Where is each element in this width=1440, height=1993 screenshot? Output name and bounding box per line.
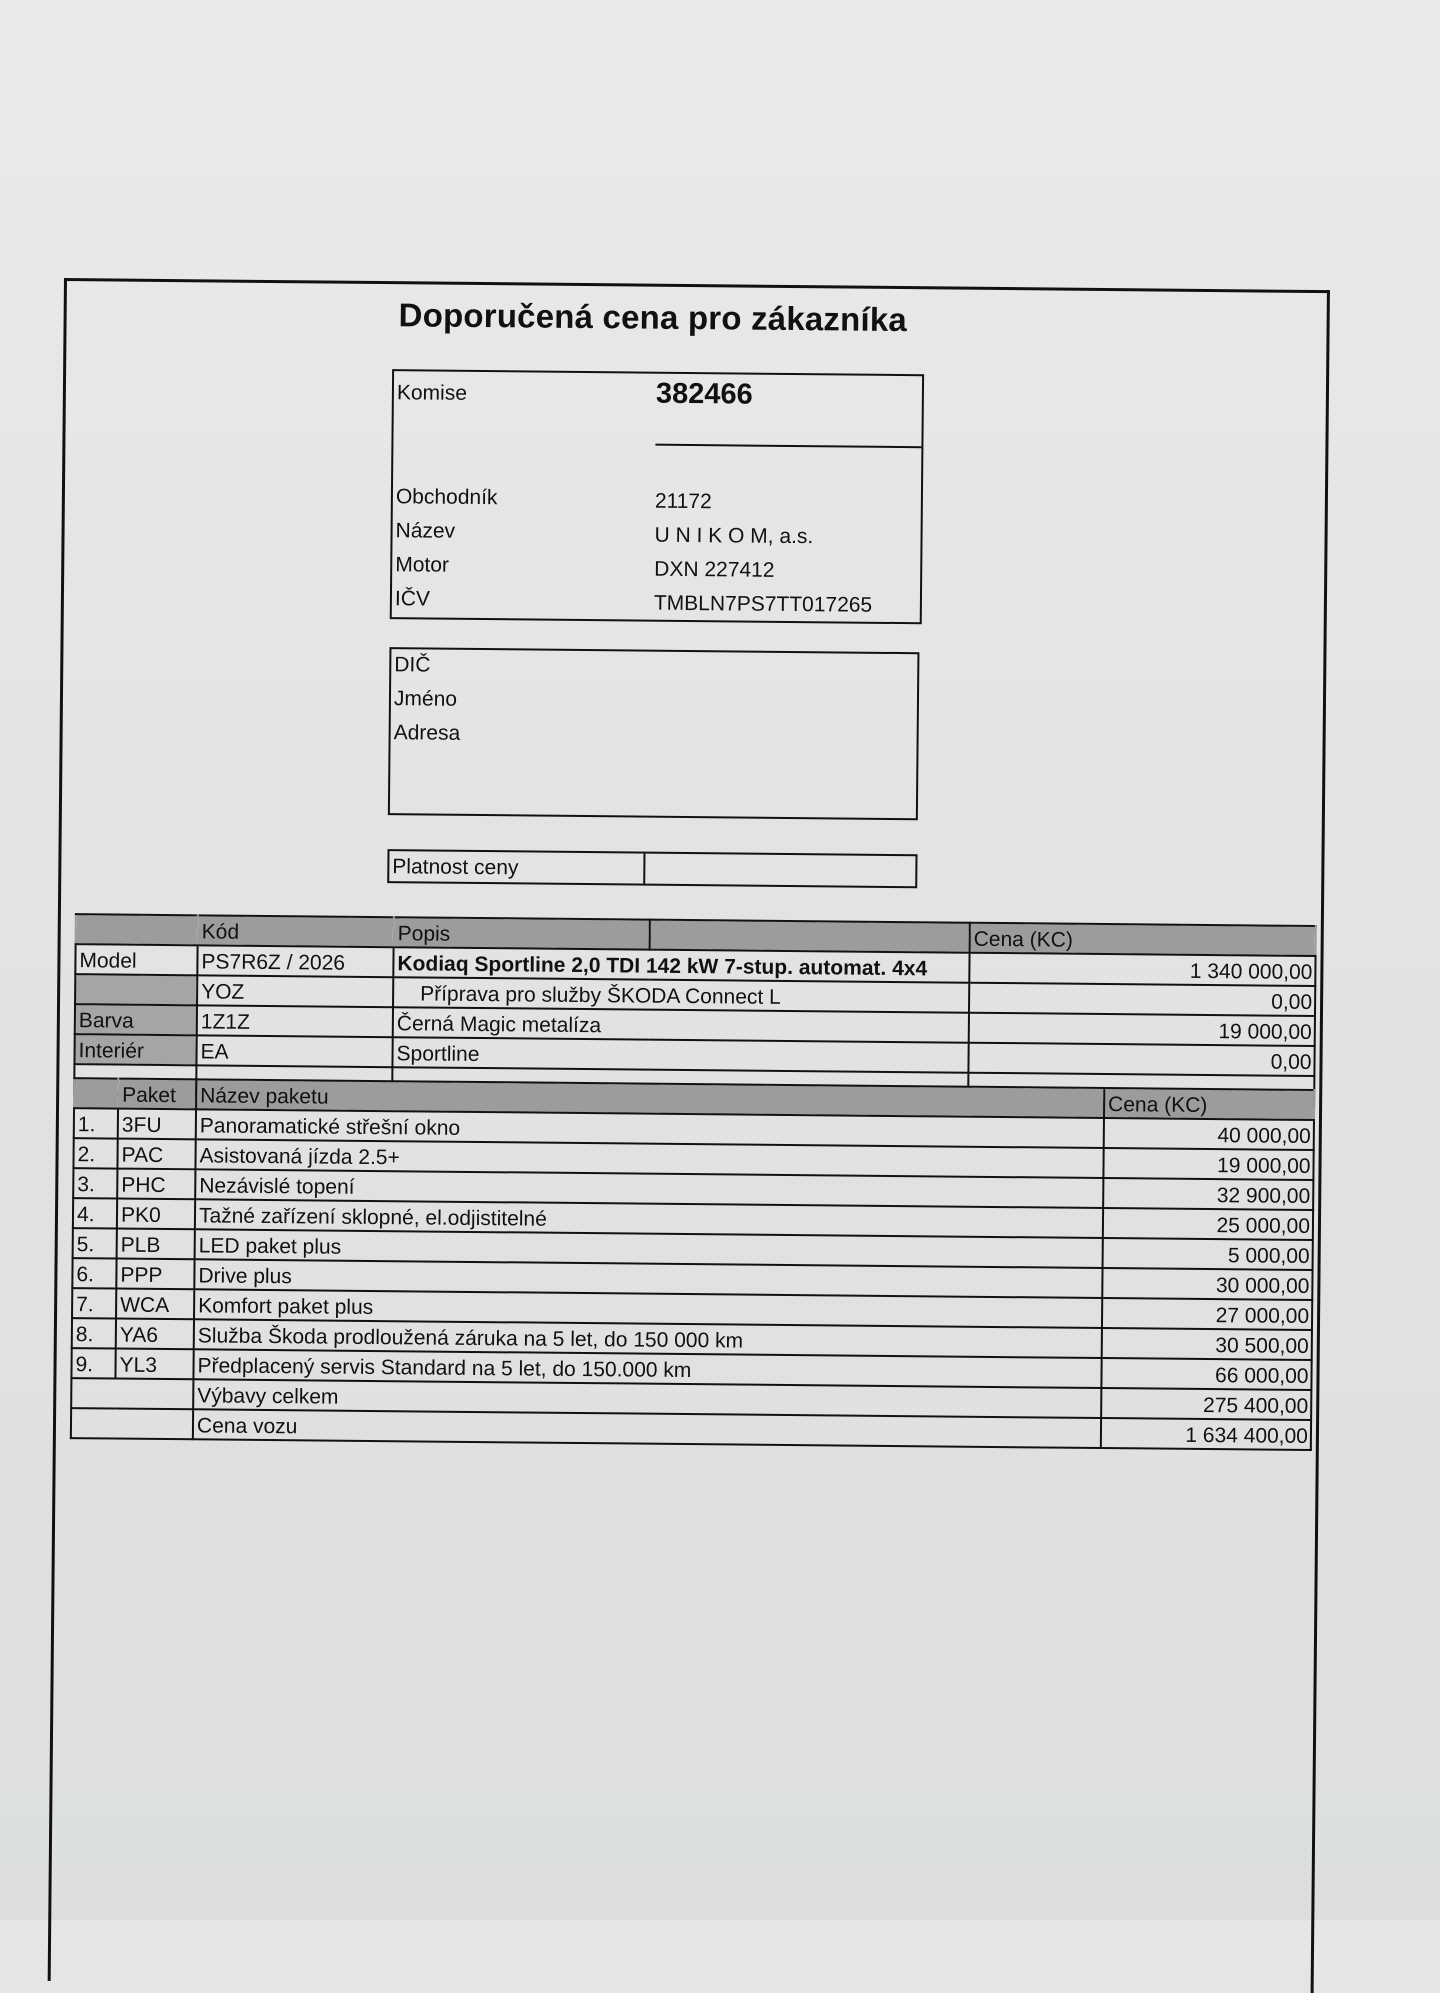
obchodnik-value: 21172 [654, 489, 712, 514]
package-name: Nezávislé topení [195, 1169, 1103, 1208]
header-cena: Cena (KC) [970, 923, 1316, 956]
row-popis: Příprava pro služby ŠKODA Connect L [393, 977, 969, 1013]
total-value: 1 634 400,00 [1101, 1418, 1311, 1450]
dic-label: DIČ [394, 653, 431, 677]
icv-label: IČV [394, 587, 431, 611]
total-label: Výbavy celkem [193, 1379, 1101, 1418]
platnost-label: Platnost ceny [392, 855, 519, 880]
header-nazev: Název paketu [196, 1079, 1104, 1118]
header-popis-blank [650, 920, 970, 953]
row-kod: YOZ [197, 975, 393, 1007]
package-name: Drive plus [194, 1259, 1102, 1298]
row-popis: Kodiaq Sportline 2,0 TDI 142 kW 7-stup. automat. 4x4 [393, 947, 969, 983]
row-label: Barva [75, 1004, 197, 1035]
row-kod: EA [196, 1035, 392, 1067]
package-no: 8. [72, 1318, 116, 1348]
nazev-label: Název [395, 519, 456, 543]
platnost-value-cell [643, 854, 645, 884]
page-title: Doporučená cena pro zákazníka [398, 296, 908, 339]
package-price: 19 000,00 [1103, 1148, 1313, 1180]
price-sheet [48, 278, 1330, 1993]
package-price: 30 000,00 [1102, 1268, 1312, 1300]
header-blank [76, 914, 198, 945]
package-code: PAC [117, 1139, 195, 1170]
header-no [74, 1078, 118, 1108]
package-no: 7. [72, 1288, 116, 1318]
row-label: Interiér [74, 1034, 196, 1065]
package-price: 5 000,00 [1103, 1238, 1313, 1270]
package-no: 3. [73, 1168, 117, 1198]
total-value: 275 400,00 [1101, 1388, 1311, 1420]
package-name: Tažné zařízení sklopné, el.odjistitelné [195, 1199, 1103, 1238]
row-cena: 1 340 000,00 [969, 953, 1315, 986]
package-code: YL3 [115, 1349, 193, 1380]
package-no: 6. [72, 1258, 116, 1288]
row-label: Model [75, 944, 197, 975]
vehicle-info-box [390, 369, 924, 624]
package-name: LED paket plus [195, 1229, 1103, 1268]
package-name: Předplacený servis Standard na 5 let, do 150.000 km [193, 1349, 1101, 1388]
komise-value: 382466 [655, 377, 753, 411]
jmeno-label: Jméno [393, 687, 458, 711]
package-code: PHC [117, 1169, 195, 1200]
motor-value: DXN 227412 [654, 557, 775, 582]
package-name: Služba Škoda prodloužená záruka na 5 let, do 150 000 km [194, 1319, 1102, 1358]
nazev-value: U N I K O M, a.s. [654, 523, 814, 549]
packages-table [70, 1077, 1315, 1451]
header-popis: Popis [394, 917, 650, 949]
package-price: 27 000,00 [1102, 1298, 1312, 1330]
package-name: Asistovaná jízda 2.5+ [195, 1139, 1103, 1178]
motor-label: Motor [395, 553, 450, 577]
obchodnik-label: Obchodník [395, 485, 498, 510]
package-no: 4. [73, 1198, 117, 1228]
package-name: Komfort paket plus [194, 1289, 1102, 1328]
icv-value: TMBLN7PS7TT017265 [653, 591, 873, 617]
package-no: 1. [74, 1108, 118, 1138]
platnost-box [387, 849, 917, 888]
row-label [75, 974, 197, 1005]
adresa-label: Adresa [393, 721, 461, 745]
total-blank [71, 1408, 193, 1439]
package-name: Panoramatické střešní okno [196, 1109, 1104, 1148]
package-price: 30 500,00 [1102, 1328, 1312, 1360]
package-code: WCA [116, 1289, 194, 1320]
header-paket: Paket [118, 1079, 196, 1110]
row-popis: Sportline [392, 1037, 968, 1073]
package-no: 9. [71, 1348, 115, 1378]
row-cena: 0,00 [969, 983, 1315, 1016]
row-kod: PS7R6Z / 2026 [197, 945, 393, 977]
package-code: YA6 [116, 1319, 194, 1350]
row-cena: 19 000,00 [969, 1013, 1315, 1046]
package-price: 40 000,00 [1104, 1118, 1314, 1150]
package-no: 2. [73, 1138, 117, 1168]
header-cena: Cena (KC) [1104, 1088, 1314, 1120]
package-code: PPP [116, 1259, 194, 1290]
row-popis: Černá Magic metalíza [393, 1007, 969, 1043]
header-kod: Kód [198, 915, 394, 947]
package-code: PLB [117, 1229, 195, 1260]
package-price: 32 900,00 [1103, 1178, 1313, 1210]
package-price: 66 000,00 [1101, 1358, 1311, 1390]
komise-label: Komise [396, 381, 468, 405]
row-cena: 0,00 [968, 1043, 1314, 1076]
package-price: 25 000,00 [1103, 1208, 1313, 1240]
package-code: PK0 [117, 1199, 195, 1230]
package-no: 5. [73, 1228, 117, 1258]
total-blank [71, 1378, 193, 1409]
row-kod: 1Z1Z [197, 1005, 393, 1037]
komise-underline [655, 444, 921, 449]
customer-box [388, 647, 920, 820]
total-label: Cena vozu [193, 1409, 1101, 1448]
package-code: 3FU [118, 1109, 196, 1140]
